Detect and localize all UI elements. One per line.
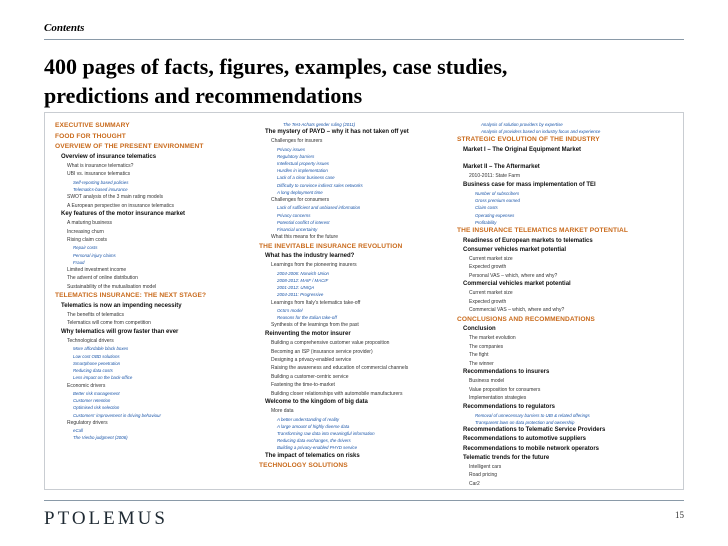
toc-entry: Intellectual property issues (277, 161, 329, 167)
toc-chapter: Business case for mass implementation of TEI (463, 181, 596, 188)
toc-chapter: Welcome to the kingdom of big data (265, 398, 368, 405)
toc-entry: Sustainability of the mutualisation model (67, 283, 157, 290)
toc-entry: Current market size (469, 256, 513, 263)
toc-entry: 2008-2012: MAIF / MACIF (277, 278, 329, 284)
toc-entry: Lack of sufficient and unbiased information (277, 205, 361, 211)
toc-entry: Implementation strategies (469, 395, 527, 402)
toc-entry: Designing a privacy-enabled service (271, 356, 352, 363)
toc-entry: Raising the awareness and education of commercial channels (271, 365, 409, 372)
toc-chapter: Recommendations to Telematic Service Providers (463, 427, 606, 434)
toc-chapter: Why telematics will grow faster than ever (61, 328, 179, 335)
toc-entry: The winner (469, 360, 494, 367)
toc-entry: Building a privacy-enabled PHYD service (277, 445, 358, 451)
toc-chapter: What has the industry learned? (265, 253, 355, 260)
toc-section-heading: CONCLUSIONS AND RECOMMENDATIONS (457, 315, 595, 323)
toc-entry: Building a customer-centric service (271, 373, 349, 380)
toc-entry: Lack of a clear business case (277, 175, 335, 181)
toc-entry: Reducing data costs (73, 368, 113, 374)
toc-column-2 (259, 121, 469, 471)
toc-entry: Difficulty to convince indirect sales networks (277, 182, 363, 188)
toc-column-3 (457, 121, 683, 488)
toc-entry: A better understanding of reality (277, 416, 340, 422)
toc-chapter: Reinventing the motor insurer (265, 330, 351, 337)
toc-chapter: Market II – The Aftermarket (463, 164, 540, 171)
toc-section-heading: STRATEGIC EVOLUTION OF THE INDUSTRY (457, 136, 600, 143)
toc-entry: Transforming raw data into meaningful information (277, 430, 375, 436)
toc-chapter: The mystery of PAYD – why it has not taken off yet (265, 129, 409, 135)
toc-entry: Telematics will come from competition (67, 320, 151, 327)
toc-entry: Number of subscribers (475, 191, 520, 197)
toc-chapter: Recommendations to mobile network operators (463, 445, 600, 452)
toc-section-heading: FOOD FOR THOUGHT (55, 132, 126, 140)
toc-entry: What is insurance telematics? (67, 162, 134, 169)
toc-entry: Technological drivers (67, 338, 114, 345)
toc-entry: Claim costs (475, 205, 498, 211)
toc-entry: Optimised risk selection (73, 405, 120, 411)
toc-entry: Regulatory drivers (67, 419, 108, 426)
toc-chapter: Recommendations to regulators (463, 403, 556, 410)
toc-entry: eCall (73, 428, 84, 434)
toc-entry: Car2 (469, 480, 480, 487)
toc-entry: Privacy issues (277, 146, 306, 152)
toc-entry: The market evolution (469, 335, 516, 342)
toc-entry: What this means for the future (271, 234, 338, 241)
toc-entry: Intelligent cars (469, 463, 502, 470)
toc-entry: Repair costs (73, 245, 98, 251)
toc-entry: More affordable black boxes (73, 346, 129, 352)
toc-chapter: Market I – The Original Equipment Market (463, 146, 582, 153)
toc-entry: Better risk management (73, 390, 120, 396)
toc-entry: The advent of online distribution (67, 275, 138, 282)
toc-entry: Privacy concerns (277, 212, 311, 218)
toc-chapter: Overview of insurance telematics (61, 153, 157, 160)
toc-entry: Learnings from the pioneering insurers (271, 262, 357, 269)
toc-entry: Regulatory barriers (277, 153, 315, 159)
toc-entry: Fastening the time-to-market (271, 382, 335, 389)
toc-chapter: Recommendations to automotive suppliers (463, 436, 587, 443)
toc-entry: Customers' improvement in driving behaviour (73, 412, 161, 418)
toc-entry: UBI vs. insurance telematics (67, 171, 131, 178)
toc-entry: Gross premium earned (475, 198, 520, 204)
toc-entry: Rising claim costs (67, 237, 108, 244)
toc-entry: 2004-2006: Norwich Union (277, 270, 329, 276)
toc-chapter: Recommendations to insurers (463, 369, 550, 376)
toc-entry: Road pricing (469, 472, 498, 479)
table-of-contents-image (44, 112, 684, 490)
toc-section-heading: TELEMATICS INSURANCE: THE NEXT STAGE? (55, 292, 207, 300)
toc-entry: Transparent laws on data protection and ownership (475, 419, 575, 425)
toc-entry: Customer retention (73, 398, 111, 404)
toc-entry: Commercial VAS – which, where and why? (469, 307, 565, 314)
toc-chapter: Consumer vehicles market potential (463, 246, 567, 253)
toc-entry: The Test-Achats gender ruling (2011) (283, 122, 356, 127)
toc-entry: Synthesis of the learnings from the past (271, 322, 359, 329)
toc-entry: Learnings from Italy's telematics take-off (271, 299, 361, 306)
toc-entry: 2010-2011: State Farm (469, 173, 521, 180)
toc-entry: Operating expenses (475, 212, 515, 218)
toc-section-heading: EXECUTIVE SUMMARY (55, 122, 130, 129)
toc-entry: Limited investment income (67, 267, 127, 274)
toc-entry: Expected growth (469, 298, 507, 305)
toc-chapter: Telematics is now an impending necessity (61, 302, 182, 309)
toc-entry: Reasons for the Italian take-off (277, 315, 337, 321)
toc-entry: Octo's model (277, 308, 303, 314)
toc-entry: SWOT analysis of the 3 main rating models (67, 194, 164, 201)
toc-entry: Self-reporting based policies (73, 179, 129, 185)
toc-entry: Expected growth (469, 264, 507, 271)
toc-entry: Potential conflict of interest (277, 219, 330, 225)
toc-entry: A large amount of highly diverse data (277, 423, 350, 429)
toc-entry: A maturing business (67, 220, 113, 227)
toc-section-heading: THE INSURANCE TELEMATICS MARKET POTENTIAL (457, 227, 629, 235)
toc-entry: Financial uncertainty (277, 227, 318, 233)
toc-entry (457, 155, 683, 163)
toc-entry: Less impact on the back-office (73, 375, 133, 381)
toc-entry: More data (271, 408, 294, 415)
toc-entry: Removal of unnecessary barriers to UBI & related offerings (475, 412, 590, 418)
toc-entry: Fraud (73, 259, 85, 265)
toc-section-heading: TECHNOLOGY SOLUTIONS (259, 461, 348, 469)
toc-entry: Personal injury claims (73, 252, 116, 258)
toc-entry: Hurdles in implementation (277, 168, 328, 174)
toc-entry: The companies (469, 343, 504, 350)
toc-entry: Low cost OBD solutions (73, 353, 120, 359)
bottom-rule (44, 500, 684, 501)
toc-chapter: Telematic trends for the future (463, 454, 550, 461)
toc-entry: Reducing data exchanges, the drivers (277, 438, 351, 444)
toc-entry: Business model (469, 378, 505, 385)
toc-entry: Increasing churn (67, 228, 104, 235)
toc-chapter: The impact of telematics on risks (265, 452, 360, 459)
toc-entry: Analysis of providers based on industry focus and experience (481, 129, 601, 134)
toc-entry: Building a comprehensive customer value proposition (271, 340, 390, 347)
toc-entry: Analysis of solution providers by expertise (481, 122, 563, 127)
toc-entry: The Vierbo judgment (2006) (73, 435, 128, 441)
page-number: 15 (675, 510, 684, 520)
slide-title-line-1: 400 pages of facts, figures, examples, case studies, (44, 54, 508, 79)
toc-entry: Economic drivers (67, 382, 106, 389)
toc-chapter: Commercial vehicles market potential (463, 281, 571, 288)
toc-entry: Telematics-based insurance (73, 187, 128, 192)
toc-chapter: Key features of the motor insurance market (61, 211, 186, 218)
toc-entry: Challenges for insurers (271, 138, 323, 145)
section-label: Contents (44, 22, 85, 34)
toc-column-1 (55, 121, 260, 442)
ptolemus-logo: PTOLEMUS (44, 508, 168, 529)
toc-section-heading: THE INEVITABLE INSURANCE REVOLUTION (259, 242, 403, 250)
toc-entry: Smartphone penetration (73, 360, 121, 366)
toc-entry: Challenges for consumers (271, 197, 330, 204)
slide-title-line-2: predictions and recommendations (44, 83, 363, 108)
toc-entry: Value proposition for consumers (469, 386, 541, 393)
toc-entry: Current market size (469, 290, 513, 297)
toc-entry: Becoming an ISP (insurance service provider) (271, 348, 373, 355)
toc-entry: Building closer relationships with automobile manufacturers (271, 390, 403, 397)
toc-entry: Profitability (475, 219, 497, 225)
top-rule (44, 39, 684, 40)
toc-chapter: Readiness of European markets to telematics (463, 237, 593, 244)
toc-entry: 2001-2012: UNIQA (277, 285, 315, 291)
toc-entry: Personal VAS – which, where and why? (469, 272, 558, 279)
toc-chapter: Conclusion (463, 326, 496, 333)
toc-entry: 2004-2011: Progressive (277, 292, 324, 298)
toc-entry: The fight (469, 352, 489, 359)
slide-title (44, 52, 684, 110)
toc-entry: The benefits of telematics (67, 312, 124, 319)
toc-entry: A long deployment time (277, 189, 323, 195)
toc-entry: A European perspective on insurance telematics (67, 202, 175, 209)
toc-section-heading: OVERVIEW OF THE PRESENT ENVIRONMENT (55, 143, 204, 151)
